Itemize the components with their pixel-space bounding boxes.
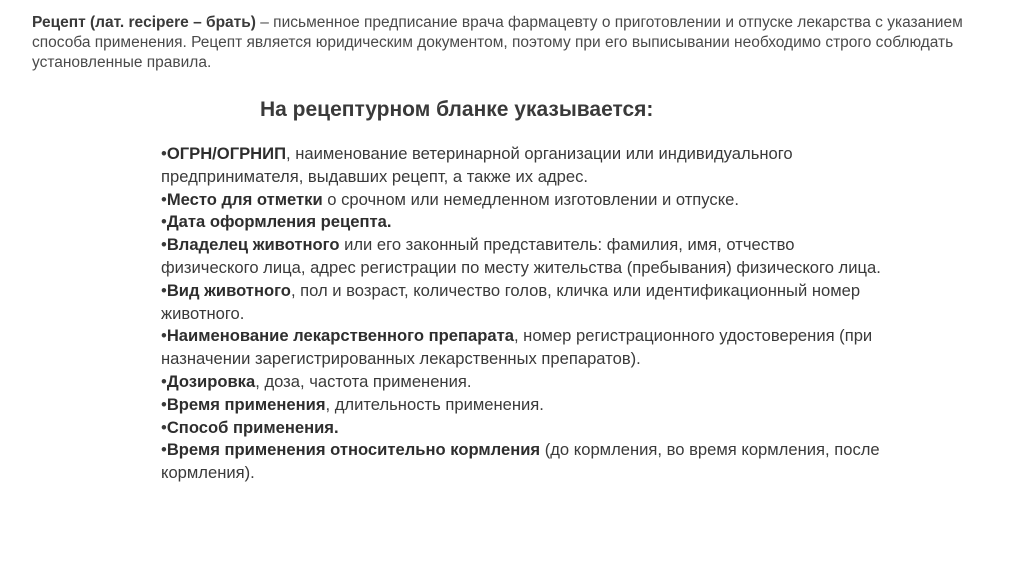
bullet: •	[161, 144, 167, 163]
item-text: или его законный представитель: фамилия, имя, отчество физического лица, адрес регистрации по месту жительства (пребывания) физического лица.	[161, 235, 881, 277]
bullet: •	[161, 235, 167, 255]
item-bold: Дозировка	[166, 371, 256, 391]
item-bold: Место для отметки	[166, 189, 323, 209]
item-text: , номер регистрационного удостоверения (при назначении зарегистрированных лекарственных препаратов).	[161, 326, 873, 369]
list-item	[161, 234, 881, 280]
item-text: , пол и возраст, количество голов, кличка или идентификационный номер животного.	[161, 280, 861, 323]
item-text: , наименование ветеринарной организации или индивидуального предпринимателя, выдавших рецепт, а также их адрес.	[161, 144, 793, 186]
list-item	[161, 417, 881, 440]
item-bold: Наименование лекарственного препарата	[166, 326, 514, 346]
list-item	[161, 439, 881, 485]
item-text: , длительность применения.	[325, 394, 544, 414]
item-bold: Способ применения.	[166, 417, 339, 437]
item-text: , доза, частота применения.	[255, 371, 472, 391]
bullet: •	[161, 371, 167, 391]
item-text: о срочном или немедленном изготовлении и отпуске.	[322, 189, 739, 209]
item-bold: ОГРН/ОГРНИП	[166, 144, 287, 163]
list-item	[161, 189, 881, 212]
list-item	[161, 280, 881, 326]
bullet: •	[161, 280, 167, 300]
list-item	[161, 325, 881, 371]
item-bold: Время применения	[166, 394, 326, 414]
bullet: •	[161, 212, 167, 232]
list-item	[161, 211, 881, 234]
item-bold: Вид животного	[166, 280, 291, 300]
section-heading: На рецептурном бланке указывается:	[260, 98, 654, 121]
intro-term: Рецепт (лат. recipere – брать)	[32, 14, 256, 31]
intro-text: – письменное предписание врача фармацевту о приготовлении и отпуске лекарства с указанием способа применения. Рецепт является юридическим документом, поэтому при его выписывании необходимо строго соблюдать установленные правила.	[32, 14, 963, 71]
item-text: (до кормления, во время кормления, после кормления).	[161, 440, 880, 483]
bullet: •	[161, 326, 167, 346]
item-bold: Время применения относительно кормления	[166, 440, 541, 460]
intro-paragraph	[32, 13, 1007, 73]
bullet: •	[161, 394, 167, 414]
list-item	[161, 143, 881, 189]
item-bold: Владелец животного	[166, 235, 340, 255]
bullet: •	[161, 440, 167, 460]
bullet: •	[161, 417, 167, 437]
item-bold: Дата оформления рецепта.	[166, 212, 392, 232]
bullet: •	[161, 189, 167, 209]
requirements-list	[161, 143, 881, 485]
list-item	[161, 394, 881, 417]
list-item	[161, 371, 881, 394]
